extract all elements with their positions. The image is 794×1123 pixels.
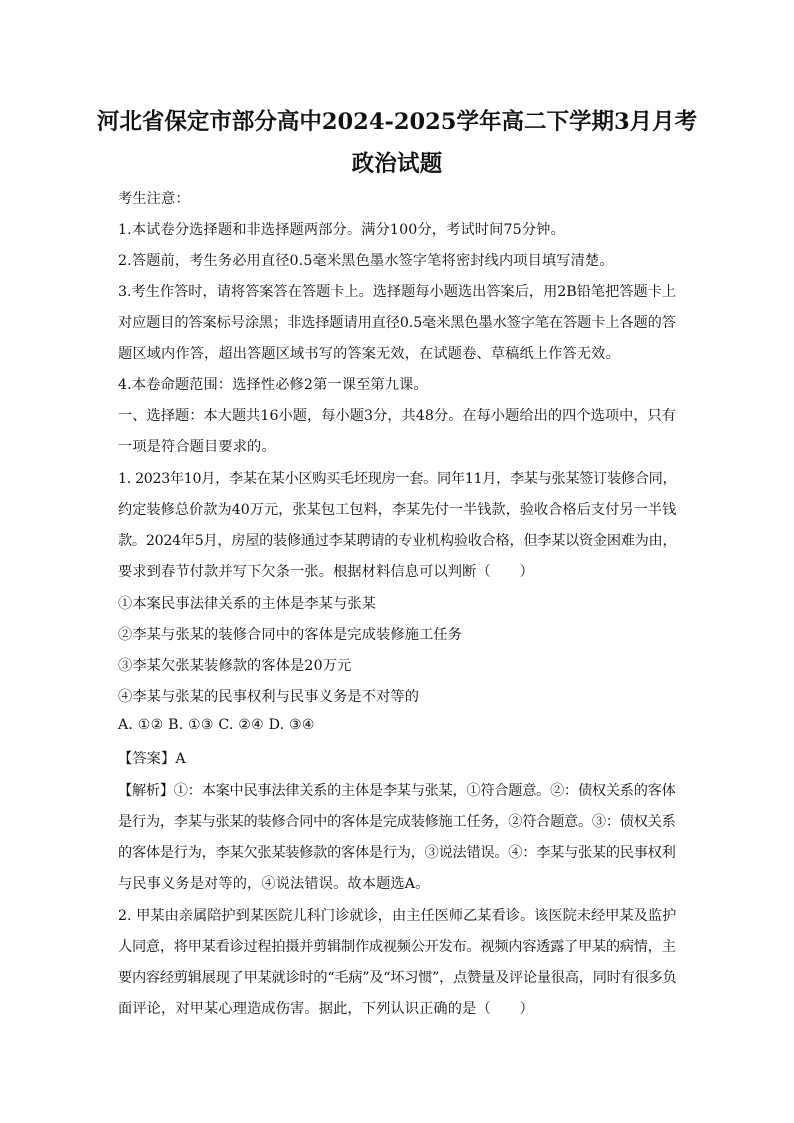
question-1-analysis-line-4: 与民事义务是对等的，④说法错误。故本题选A。	[118, 876, 430, 892]
question-1-option-3: ③李某欠张某装修款的客体是20万元	[118, 658, 352, 674]
page-subtitle: 政治试题	[351, 151, 443, 177]
section-heading-line-1: 一、选择题：本大题共16小题，每小题3分，共48分。在每小题给出的四个选项中，只有	[118, 408, 677, 424]
notice-item-2: 2.答题前，考生务必用直径0.5毫米黑色墨水签字笔将密封线内项目填写清楚。	[118, 253, 614, 269]
question-2-line-2: 人同意，将甲某看诊过程拍摄并剪辑制作成视频公开发布。视频内容透露了甲某的病情，主	[118, 939, 676, 955]
question-2-line-3: 要内容经剪辑展现了甲某就诊时的“毛病”及“坏习惯”，点赞量及评论量很高，同时有很多负	[118, 970, 677, 986]
question-1-analysis-line-3: 的客体是行为，李某欠张某装修款的客体是行为，③说法错误。④：李某与张某的民事权利	[118, 845, 676, 861]
question-1-option-2: ②李某与张某的装修合同中的客体是完成装修施工任务	[118, 627, 463, 643]
notice-item-3-line-2: 对应题目的答案标号涂黑；非选择题请用直径0.5毫米黑色墨水签字笔在答题卡上各题的答	[118, 315, 676, 331]
question-2-line-1: 2. 甲某由亲属陪护到某医院儿科门诊就诊，由主任医师乙某看诊。该医院未经甲某及监护	[118, 908, 677, 924]
question-1-answer: 【答案】A	[118, 751, 186, 767]
section-heading-line-2: 一项是符合题目要求的。	[118, 439, 276, 455]
question-2-line-4: 面评论，对甲某心理造成伤害。据此，下列认识正确的是（ ）	[118, 1001, 534, 1017]
notice-item-1: 1.本试卷分选择题和非选择题两部分。满分100分，考试时间75分钟。	[118, 222, 565, 238]
question-1-option-4: ④李某与张某的民事权利与民事义务是不对等的	[118, 689, 420, 705]
page-title: 河北省保定市部分高中2024-2025学年高二下学期3月月考	[96, 109, 698, 135]
notice-item-4: 4.本卷命题范围：选择性必修2第一课至第九课。	[118, 377, 428, 393]
notice-heading: 考生注意：	[118, 191, 190, 207]
question-1-option-1: ①本案民事法律关系的主体是李某与张某	[118, 596, 377, 612]
question-1-analysis-line-2: 是行为，李某与张某的装修合同中的客体是完成装修施工任务，②符合题意。③：债权关系	[118, 814, 676, 830]
question-1-line-1: 1. 2023年10月，李某在某小区购买毛坯现房一套。同年11月，李某与张某签订装修合同，	[118, 471, 677, 487]
question-1-choices: A. ①② B. ①③ C. ②④ D. ③④	[118, 717, 315, 733]
notice-item-3-line-3: 题区域内作答，超出答题区域书写的答案无效，在试题卷、草稿纸上作答无效。	[118, 346, 620, 362]
question-1-line-4: 要求到春节付款并写下欠条一张。根据材料信息可以判断（ ）	[118, 564, 534, 580]
question-1-line-2: 约定装修总价款为40万元，张某包工包料，李某先付一半钱款，验收合格后支付另一半钱	[118, 502, 677, 518]
question-1-line-3: 款。2024年5月，房屋的装修通过李某聘请的专业机构验收合格，但李某以资金困难为由，	[118, 533, 677, 549]
notice-item-3-line-1: 3.考生作答时，请将答案答在答题卡上。选择题每小题选出答案后，用2B铅笔把答题卡上	[118, 284, 677, 300]
question-1-analysis-line-1: 【解析】①：本案中民事法律关系的主体是李某与张某，①符合题意。②：债权关系的客体	[118, 783, 676, 799]
